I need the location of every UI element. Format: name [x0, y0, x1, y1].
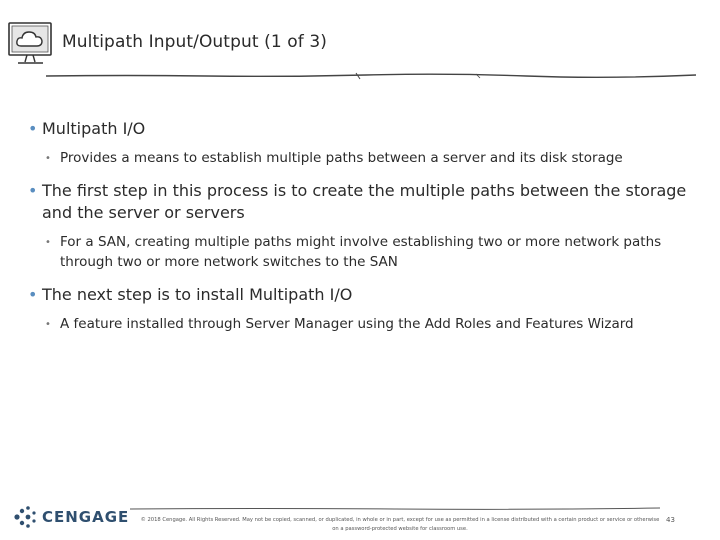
sub-bullet-text: Provides a means to establish multiple paths between a server and its disk storage [60, 150, 623, 166]
bullet-text: Multipath I/O [42, 119, 146, 138]
sub-bullet-icon: • [45, 237, 51, 248]
title-divider [46, 70, 696, 82]
slide-content [28, 118, 704, 334]
page-number: 43 [666, 516, 675, 524]
cengage-logo-icon [12, 505, 38, 529]
bullet-text: The next step is to install Multipath I/O [42, 285, 353, 304]
bullet-icon: • [28, 119, 38, 138]
cloud-monitor-icon [6, 20, 56, 70]
sub-bullet-text: A feature installed through Server Manager using the Add Roles and Features Wizard [60, 316, 634, 332]
sub-bullet-icon: • [45, 319, 51, 330]
bullet-icon: • [28, 285, 38, 304]
page-title: Multipath Input/Output (1 of 3) [62, 32, 327, 52]
sub-bullet-item [45, 148, 704, 168]
logo-text: CENGAGE [42, 508, 130, 526]
bullet-item [28, 180, 704, 224]
sub-bullet-icon: • [45, 153, 51, 164]
bullet-icon: • [28, 181, 38, 200]
sub-bullet-text: For a SAN, creating multiple paths might involve establishing two or more network paths through two or more network switches to the SAN [60, 234, 662, 270]
copyright-text: © 2018 Cengage. All Rights Reserved. May not be copied, scanned, or duplicated, in whole or in part, except for use as permitted in a license distributed with a certain product or service or otherwise on a password-protected website for classroom use. [140, 517, 660, 532]
bullet-item [28, 118, 704, 140]
cengage-logo [12, 505, 129, 529]
bullet-item [28, 284, 704, 306]
footer-divider [130, 505, 660, 513]
bullet-text: The first step in this process is to create the multiple paths between the storage and the server or servers [42, 181, 687, 222]
sub-bullet-item [45, 314, 704, 334]
sub-bullet-item [45, 232, 704, 272]
